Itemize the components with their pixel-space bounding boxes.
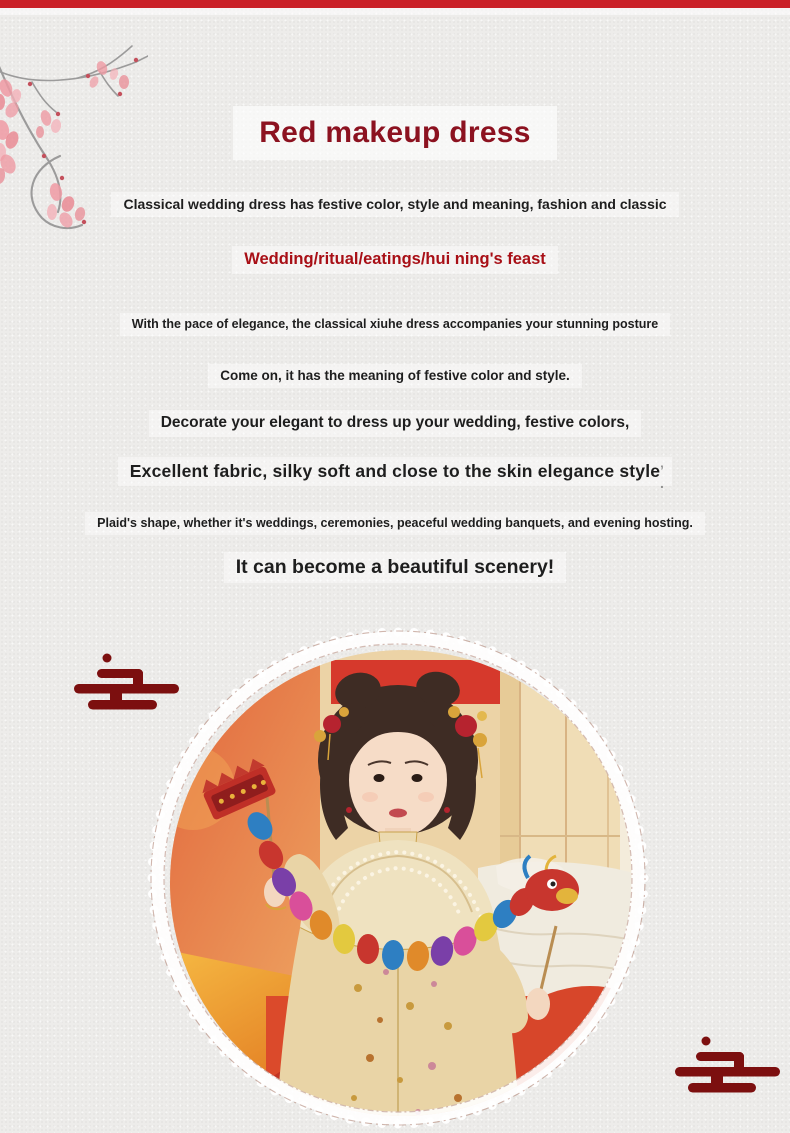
intro-line-3-text: Come on, it has the meaning of festive color and style.: [208, 364, 582, 388]
intro-line-4: [0, 410, 790, 437]
intro-line-4-text: Decorate your elegant to dress up your wedding, festive colors,: [149, 410, 642, 437]
intro-line-6-text: Plaid's shape, whether it's weddings, ceremonies, peaceful wedding banquets, and evening hosting.: [85, 512, 705, 535]
page-title-row: [0, 106, 790, 160]
intro-line-1-text: Classical wedding dress has festive color, style and meaning, fashion and classic: [111, 192, 678, 217]
intro-line-5: [0, 457, 790, 486]
intro-line-2: [0, 313, 790, 336]
top-light-strip: [0, 8, 790, 15]
intro-line-1: [0, 192, 790, 217]
stray-mark-bottom: .: [660, 475, 664, 491]
intro-line-2-text: With the pace of elegance, the classical xiuhe dress accompanies your stunning posture: [120, 313, 670, 336]
closing-line-text: It can become a beautiful scenery!: [224, 552, 567, 583]
intro-line-6: [0, 512, 790, 535]
intro-line-3: [0, 364, 790, 388]
ruyi-cloud-motif-right: [674, 1035, 781, 1097]
top-accent-bar: [0, 0, 790, 8]
closing-line: [0, 552, 790, 583]
hand-right: [526, 988, 550, 1020]
intro-line-5-text: Excellent fabric, silky soft and close to the skin elegance style: [118, 457, 672, 486]
highlight-line-text: Wedding/ritual/eatings/hui ning's feast: [232, 246, 558, 274]
page-title: Red makeup dress: [233, 106, 557, 160]
stray-mark-top: ’: [660, 462, 664, 478]
product-photo: [143, 623, 653, 1133]
highlight-line: [0, 246, 790, 274]
